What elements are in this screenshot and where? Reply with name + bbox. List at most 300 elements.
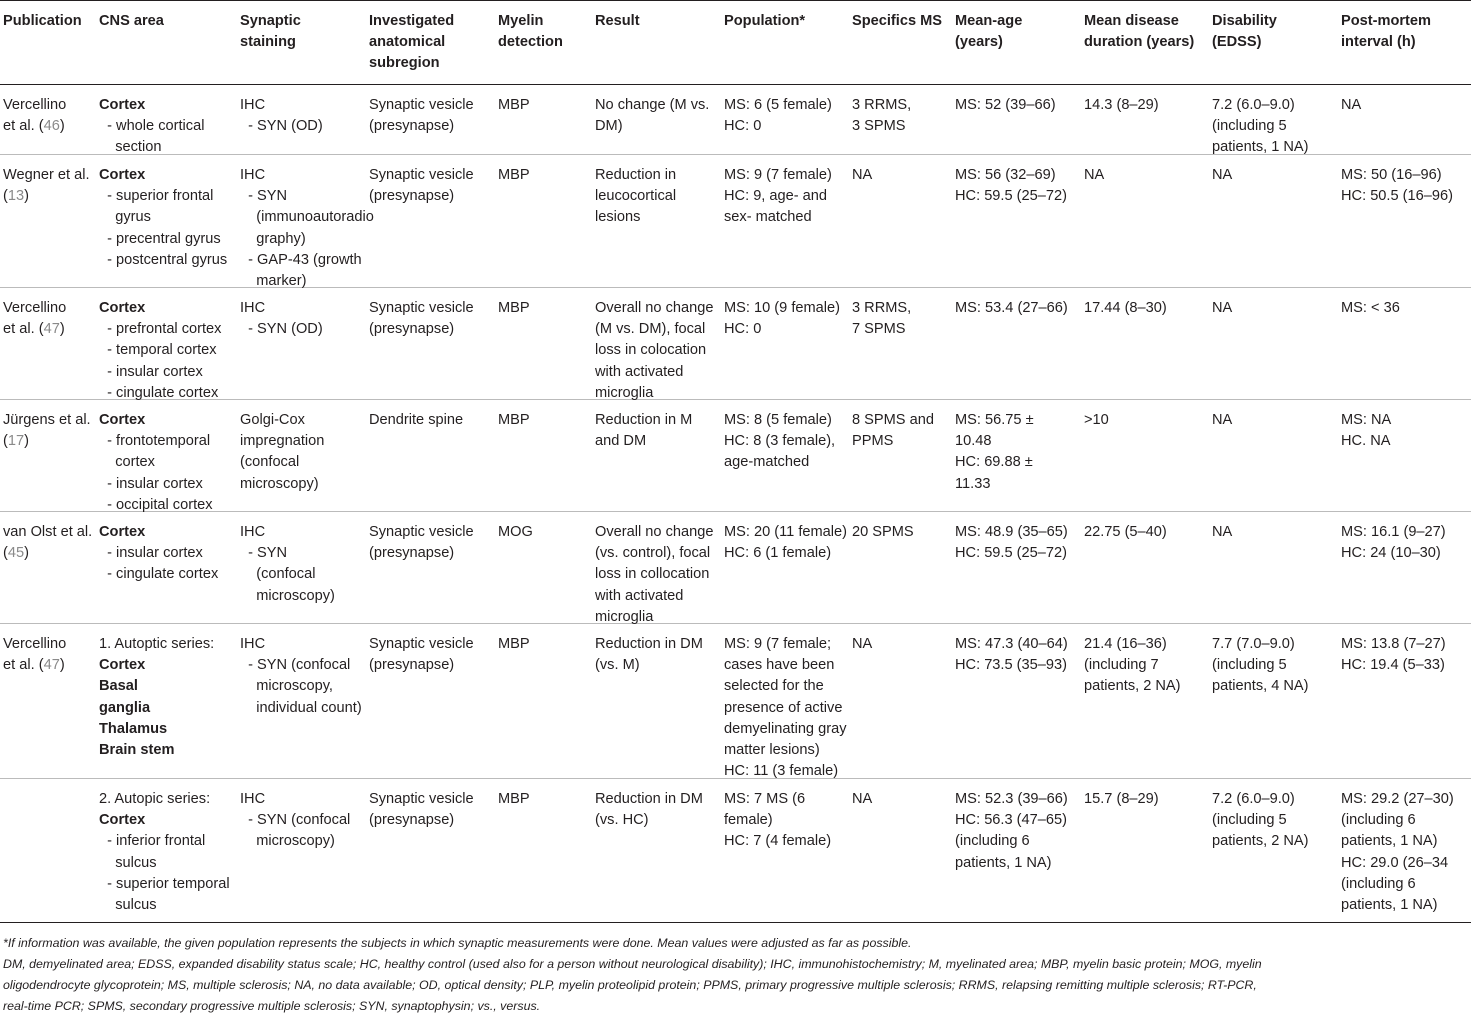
table-cell [3,400,95,452]
cell-line: - insular cortex [99,363,203,380]
cell-line: Reduction in DM [595,636,703,652]
cell-line: microglia [595,384,654,401]
cell-line: (17) [3,433,29,450]
table-cell [1212,512,1338,543]
table-cell [498,624,590,655]
table-cell [1212,155,1338,186]
table-cell [955,85,1081,116]
table-cell [724,85,850,137]
cell-line: age-matched [724,454,810,471]
cell-line: et al. (46) [3,118,65,135]
cell-line: Synaptic vesicle [369,300,474,316]
cell-line: 10.48 [955,433,992,450]
table-row [0,155,1471,288]
publication-text: Wegner et al. [3,167,90,183]
cell-line: HC: 7 (4 female) [724,833,832,850]
cell-line: 7.2 (6.0–9.0) [1212,791,1295,807]
cell-line: - superior temporal [99,875,230,892]
cell-line: Result [595,13,640,29]
cell-line: IHC [240,300,266,316]
table-cell [1212,624,1338,698]
cell-line: Synaptic vesicle [369,167,474,183]
cell-line: Cortex [99,167,146,183]
cell-line: NA [1212,412,1233,428]
table-cell [99,624,235,761]
cell-line: (years) [955,34,1003,51]
cell-line: Cortex [99,300,146,316]
cell-line: Dendrite spine [369,412,464,428]
publication-text: et al. [3,321,39,338]
cell-line: and DM [595,433,647,450]
cell-line: sulcus [99,854,157,871]
table-cell [1341,624,1469,676]
cell-line: Synaptic vesicle [369,524,474,540]
cell-line: microglia [595,608,654,625]
cell-line: MS: 6 (5 female) [724,97,832,113]
cell-line: MS: NA [1341,412,1392,428]
cell-line: impregnation [240,433,325,450]
column-header [1341,11,1469,53]
column-header [724,11,850,32]
cell-line: CNS area [99,13,164,29]
cell-line: No change (M vs. [595,97,710,113]
cell-line: HC: 8 (3 female), [724,433,836,450]
table-cell [724,400,850,474]
table-cell [852,512,952,543]
table-cell [99,512,235,586]
cell-line: with activated [595,363,684,380]
cell-line: HC: 59.5 (25–72) [955,188,1067,205]
table-cell [852,288,952,340]
reference-link[interactable]: 17 [7,433,25,450]
cell-line: - SYN (OD) [240,321,323,338]
table-cell [852,400,952,452]
cell-line: individual count) [240,699,362,716]
table-cell [369,288,495,340]
cell-line: Synaptic vesicle [369,636,474,652]
cell-line: MS: 52.3 (39–66) [955,791,1068,807]
table-cell [1212,779,1338,853]
cell-line: IHC [240,791,266,807]
publication-text: et al. [3,118,39,135]
cell-line: HC: 29.0 (26–34 [1341,854,1449,871]
table-cell [852,85,952,137]
table-cell [595,288,720,404]
cell-line: Basal [99,678,138,695]
cell-line: loss in collocation [595,566,710,583]
cell-line: IHC [240,636,266,652]
cell-line: Cortex [99,524,146,540]
cell-line: microscopy) [240,833,335,850]
table-cell [595,85,720,137]
cell-line: (presynapse) [369,321,455,338]
table-cell [369,779,495,831]
cell-line: (including 5 [1212,657,1287,674]
column-header [955,11,1081,53]
table-row [0,512,1471,624]
column-header [595,11,720,32]
column-header [240,11,366,53]
cell-line: - superior frontal [99,188,214,205]
cell-line: NA [1212,167,1233,183]
cell-line: MS: 52 (39–66) [955,97,1056,113]
table-cell [724,288,850,340]
table-cell [955,400,1081,495]
table-row [0,85,1471,155]
column-header [1212,11,1338,53]
table-cell [955,512,1081,564]
cell-line: 2. Autopic series: [99,791,211,807]
cell-line: - insular cortex [99,475,203,492]
cell-line: cortex [99,454,155,471]
table-cell [240,779,366,853]
cell-line: (including 6 [1341,812,1416,829]
cell-line: - SYN (OD) [240,118,323,135]
cell-line: sex- matched [724,209,812,226]
table-cell [99,400,235,516]
table-cell [369,155,495,207]
reference-link[interactable]: 46 [43,118,60,135]
cell-line: Cortex [99,412,146,428]
footnote-star: *If information was available, the given population represents the subjects in which synaptic measurements were done. Mean values were adjusted as far as possible. [3,936,912,950]
cell-line: patients, 1 NA) [1212,139,1309,156]
cell-line: Myelin [498,13,544,29]
cell-line: NA [1341,97,1362,113]
cell-line: - prefrontal cortex [99,321,222,338]
publication-text: van Olst et al. [3,524,93,540]
table-cell [955,624,1081,676]
table-cell [498,85,590,116]
cell-line: (presynapse) [369,545,455,562]
table-cell [498,155,590,186]
cell-line: Overall no change [595,300,714,316]
cell-line: - precentral gyrus [99,230,221,247]
cell-line: (presynapse) [369,812,455,829]
cell-line: graphy) [240,230,306,247]
publication-text: et al. [3,657,39,674]
cell-line: NA [852,636,873,652]
table-cell [99,155,235,271]
cell-line [3,634,95,655]
table-row [0,288,1471,400]
cell-line: HC: 0 [724,321,762,338]
cell-line: loss in colocation [595,342,707,359]
table-cell [498,288,590,319]
cell-line: 3 RRMS, [852,97,912,113]
cell-line: - whole cortical [99,118,205,135]
cell-line: (immunoautoradio [240,209,374,226]
table-cell [369,512,495,564]
cell-line: Overall no change [595,524,714,540]
table-cell [1341,400,1469,452]
cell-line: - cingulate cortex [99,566,219,583]
reference-link[interactable]: 47 [43,657,60,674]
cell-line: 7 SPMS [852,321,906,338]
cell-line: patients, 1 NA) [1341,897,1438,914]
table-cell [1341,155,1469,207]
cell-line: MBP [498,636,530,652]
cell-line: 17.44 (8–30) [1084,300,1167,316]
cell-line: MS: 50 (16–96) [1341,167,1442,183]
table-cell [595,512,720,628]
cell-line: anatomical [369,34,446,51]
publication-text: Vercellino [3,636,67,652]
cell-line: selected for the [724,678,824,695]
cell-line: - occipital cortex [99,496,213,513]
cell-line: Specifics MS [852,13,943,29]
cell-line: section [99,139,162,156]
cell-line: HC: 0 [724,118,762,135]
table-cell [1084,624,1208,698]
table-cell [369,85,495,137]
cell-line: - SYN (confocal [240,812,351,829]
cell-line: Synaptic vesicle [369,97,474,113]
table-cell [3,512,95,564]
cell-line: MS: 56.75 ± [955,412,1034,428]
cell-line: MS: 13.8 (7–27) [1341,636,1446,652]
cell-line: Cortex [99,812,146,829]
cell-line: Reduction in DM [595,791,703,807]
cell-line: NA [852,791,873,807]
cell-line: (including 6 [955,833,1030,850]
cell-line: MS: 20 (11 female) [724,524,848,540]
reference-link[interactable]: 47 [43,321,60,338]
cell-line: Reduction in [595,167,677,183]
publication-text: Jürgens et al. [3,412,91,428]
table-cell [3,155,95,207]
cell-line: (45) [3,545,29,562]
cell-line: MS: 16.1 (9–27) [1341,524,1446,540]
cell-line: - temporal cortex [99,342,217,359]
column-header [3,11,95,32]
cell-line: Thalamus [99,720,168,737]
publication-text: Vercellino [3,300,67,316]
cell-line: female) [724,812,773,829]
cell-line: subregion [369,55,440,72]
table-cell [498,512,590,543]
column-header [852,11,952,32]
table-cell [852,779,952,810]
cell-line: Disability [1212,13,1277,29]
cell-line: Mean disease [1084,13,1179,29]
column-header [369,11,495,75]
cell-line: MS: 7 MS (6 [724,791,806,807]
cell-line: MS: 29.2 (27–30) [1341,791,1454,807]
cell-line: 1. Autoptic series: [99,636,215,652]
cell-line: Brain stem [99,742,175,759]
cell-line: IHC [240,97,266,113]
table-cell [498,779,590,810]
cell-line: MS: 8 (5 female) [724,412,832,428]
cell-line: PPMS [852,433,894,450]
cell-line: HC: 73.5 (35–93) [955,657,1067,674]
cell-line: Mean-age [955,13,1023,29]
cell-line: gyrus [99,209,151,226]
cell-line [3,165,95,186]
table-cell [595,779,720,831]
cell-line: Investigated [369,13,455,29]
cell-line: cases have been [724,657,835,674]
cell-line: - SYN (confocal [240,657,351,674]
cell-line: MS: 48.9 (35–65) [955,524,1068,540]
table-footnotes [3,933,1468,1017]
table-cell [595,624,720,676]
table-cell [369,400,495,431]
cell-line: (presynapse) [369,118,455,135]
table-cell [3,624,95,676]
table-cell [369,624,495,676]
cell-line: HC: 56.3 (47–65) [955,812,1067,829]
table-cell [99,288,235,404]
cell-line: with activated [595,587,684,604]
cell-line: (including 5 [1212,812,1287,829]
table-cell [724,624,850,782]
cell-line: MS: 9 (7 female; [724,636,832,652]
table-cell [1212,85,1338,159]
table-cell [955,779,1081,874]
cell-line: (including 5 [1212,118,1287,135]
cell-line: patients, 1 NA) [955,854,1052,871]
cell-line: MBP [498,167,530,183]
table-cell [3,288,95,340]
cell-line [3,410,95,431]
cell-line: (confocal [240,566,316,583]
cell-line: patients, 2 NA) [1084,678,1181,695]
table-cell [724,512,850,564]
cell-line: MS: 53.4 (27–66) [955,300,1068,316]
cell-line: (including 7 [1084,657,1159,674]
reference-link[interactable]: 45 [7,545,25,562]
table-cell [3,85,95,137]
column-header [498,11,590,53]
cell-line: MBP [498,412,530,428]
cell-line: microscopy, [240,678,333,695]
cell-line: - SYN [240,188,288,205]
cell-line: Cortex [99,657,146,674]
table-cell [852,155,952,186]
table-cell [240,288,366,340]
cell-line: et al. (47) [3,657,65,674]
cell-line: 14.3 (8–29) [1084,97,1159,113]
abbreviation-line: oligodendrocyte glycoprotein; MS, multiple sclerosis; NA, no data available; OD, optical density; PLP, myelin proteolipid protein; PPMS, primary progressive multiple sclerosis; RRMS, relapsing remitting multiple sclerosis; RT-PCR, [3,978,1257,992]
cell-line: Publication [3,13,82,29]
cell-line: interval (h) [1341,34,1416,51]
cell-line: staining [240,34,296,51]
table-cell [1084,155,1208,186]
cell-line: - GAP-43 (growth [240,251,362,268]
cell-line: 8 SPMS and [852,412,934,428]
cell-line: HC: 24 (10–30) [1341,545,1441,562]
cell-line: Population* [724,13,806,29]
table-cell [99,779,235,916]
table-cell [240,85,366,137]
cell-line: patients, 2 NA) [1212,833,1309,850]
table-cell [1084,779,1208,810]
cell-line: Synaptic [240,13,301,29]
publication-text: Vercellino [3,97,67,113]
cell-line: (confocal [240,454,300,471]
cell-line: MS: 10 (9 female) [724,300,840,316]
table-body [0,85,1471,923]
cell-line: HC. NA [1341,433,1391,450]
table-cell [1084,288,1208,319]
cell-line: (including 6 [1341,875,1416,892]
cell-line: 15.7 (8–29) [1084,791,1159,807]
cell-line: HC: 69.88 ± [955,454,1033,471]
table-cell [240,400,366,495]
table-cell [1212,400,1338,431]
table-cell [724,155,850,229]
cell-line: (M vs. DM), focal [595,321,706,338]
cell-line: 22.75 (5–40) [1084,524,1167,540]
column-header [99,11,235,32]
cell-line: - postcentral gyrus [99,251,228,268]
cell-line: NA [1084,167,1105,183]
cell-line: microscopy) [240,587,335,604]
table-row [0,400,1471,512]
reference-link[interactable]: 13 [7,188,25,205]
table-cell [595,400,720,452]
cell-line: Post-mortem [1341,13,1432,29]
cell-line: (vs. control), focal [595,545,711,562]
cell-line: MS: < 36 [1341,300,1400,316]
cell-line: sulcus [99,897,157,914]
cell-line: (presynapse) [369,657,455,674]
cell-line: HC: 6 (1 female) [724,545,832,562]
cell-line: demyelinating gray [724,720,847,737]
cell-line: Reduction in M [595,412,693,428]
cell-line: microscopy) [240,475,319,492]
cell-line: MS: 56 (32–69) [955,167,1056,183]
cell-line: NA [852,167,873,183]
cell-line: HC: 9, age- and [724,188,828,205]
cell-line: HC: 50.5 (16–96) [1341,188,1453,205]
cell-line: et al. (47) [3,321,65,338]
cell-line: MS: 9 (7 female) [724,167,832,183]
cell-line: ganglia [99,699,151,716]
cell-line: - SYN [240,545,288,562]
cell-line: Cortex [99,97,146,113]
cell-line: MBP [498,791,530,807]
cell-line: detection [498,34,563,51]
cell-line: lesions [595,209,641,226]
table-row [0,624,1471,779]
table-cell [852,624,952,655]
cell-line: leucocortical [595,188,677,205]
cell-line: patients, 4 NA) [1212,678,1309,695]
cell-line: MOG [498,524,533,540]
cell-line: - frontotemporal [99,433,211,450]
cell-line: marker) [240,273,307,290]
table-cell [955,155,1081,207]
cell-line [3,522,95,543]
cell-line: MS: 47.3 (40–64) [955,636,1068,652]
abbreviation-line: real-time PCR; SPMS, secondary progressive multiple sclerosis; SYN, synaptophysin; vs., versus. [3,999,541,1013]
cell-line: 20 SPMS [852,524,914,540]
table-cell [3,779,95,789]
cell-line: 11.33 [955,475,991,492]
cell-line: presence of active [724,699,843,716]
table-row [0,779,1471,923]
table-cell [240,155,374,292]
cell-line: HC: 59.5 (25–72) [955,545,1067,562]
cell-line: Synaptic vesicle [369,791,474,807]
table-cell [240,512,366,607]
cell-line: (13) [3,188,29,205]
table-cell [99,85,235,159]
cell-line: MBP [498,97,530,113]
cell-line: DM) [595,118,623,135]
